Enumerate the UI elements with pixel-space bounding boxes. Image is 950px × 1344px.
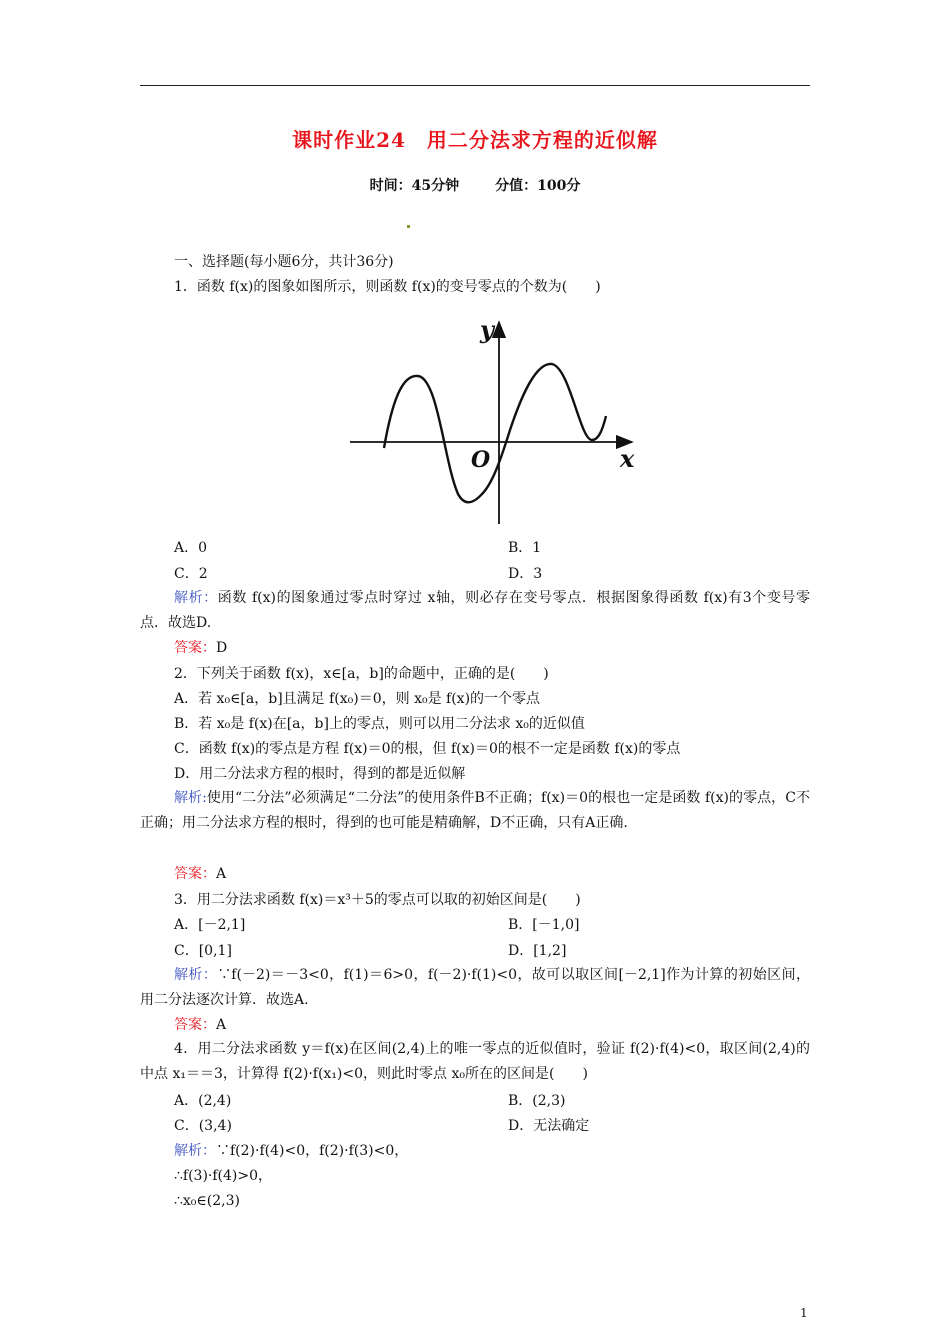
- q4-option-b: B．(2,3): [508, 1093, 566, 1109]
- q4-option-d: D．无法确定: [508, 1118, 590, 1134]
- x-axis-label: x: [620, 444, 635, 473]
- stray-dot: [407, 225, 410, 228]
- q2-option-a: A．若 x₀∈[a，b]且满足 f(x₀)＝0，则 x₀是 f(x)的一个零点: [174, 691, 541, 707]
- q2-option-b: B．若 x₀是 f(x)在[a，b]上的零点，则可以用二分法求 x₀的近似值: [174, 716, 585, 732]
- origin-label: O: [471, 447, 491, 473]
- q3-option-a: A．[－2,1]: [174, 917, 246, 933]
- q3-answer: 答案：A: [174, 1017, 227, 1033]
- q3-analysis: 解析：∵f(－2)＝－3<0，f(1)＝6>0，f(－2)·f(1)<0，故可以取区间[－2,1]作为计算的初始区间，用二分法逐次计算．故选A.: [140, 967, 811, 1008]
- q4-option-a: A．(2,4): [174, 1093, 232, 1109]
- q1-function-graph: [340, 312, 650, 532]
- q2-option-d: D．用二分法求方程的根时，得到的都是近似解: [174, 766, 466, 782]
- q4-stem: 4．用二分法求函数 y＝f(x)在区间(2,4)上的唯一零点的近似值时，验证 f(2)·f(4)<0，取区间(2,4)的中点 x₁＝＝3，计算得 f(2)·f(x₁)<0，则此时零点 x₀所在的区间是( ): [140, 1041, 810, 1082]
- answer-label: 答案：: [174, 640, 216, 656]
- analysis-label: 解析:: [174, 790, 207, 806]
- q2-analysis: 解析:使用“二分法”必须满足“二分法”的使用条件B不正确；f(x)＝0的根也一定是函数 f(x)的零点，C不正确；用二分法求方程的根时，得到的也可能是精确解，D不正确，只有A正确.: [140, 790, 810, 831]
- q2-stem: 2．下列关于函数 f(x)，x∈[a，b]的命题中，正确的是( ): [174, 666, 549, 682]
- analysis-label: 解析：: [174, 1143, 216, 1159]
- q4-analysis-line-1: 解析：∵f(2)·f(4)<0，f(2)·f(3)<0，: [174, 1143, 409, 1159]
- y-axis-label: y: [480, 315, 494, 344]
- q4-option-c: C．(3,4): [174, 1118, 232, 1134]
- q3-stem: 3．用二分法求函数 f(x)＝x³＋5的零点可以取的初始区间是( ): [174, 892, 581, 908]
- analysis-label: 解析：: [174, 590, 218, 606]
- page-number: 1: [800, 1306, 808, 1320]
- q2-option-c: C．函数 f(x)的零点是方程 f(x)＝0的根，但 f(x)＝0的根不一定是函数 f(x)的零点: [174, 741, 681, 757]
- q3-option-d: D．[1,2]: [508, 943, 567, 959]
- q1-answer: 答案：D: [174, 640, 228, 656]
- time-limit: 时间：45分钟: [369, 178, 460, 194]
- page-title: 课时作业24 用二分法求方程的近似解: [292, 128, 658, 152]
- answer-label: 答案：: [174, 1017, 216, 1033]
- q3-option-c: C．[0,1]: [174, 943, 232, 959]
- q1-analysis: 解析：函数 f(x)的图象通过零点时穿过 x轴，则必存在变号零点．根据图象得函数 f(x)有3个变号零点．故选D.: [140, 590, 811, 631]
- q2-answer: 答案：A: [174, 866, 227, 882]
- q1-stem: 1．函数 f(x)的图象如图所示，则函数 f(x)的变号零点的个数为( ): [174, 279, 601, 295]
- analysis-label: 解析：: [174, 967, 218, 983]
- q4-analysis-line-2: ∴f(3)·f(4)>0，: [174, 1168, 273, 1184]
- q1-option-b: B．1: [508, 540, 542, 556]
- function-curve: [384, 364, 606, 502]
- section-heading: 一、选择题(每小题6分，共计36分): [174, 254, 394, 270]
- header-rule: [140, 85, 810, 86]
- q1-option-d: D．3: [508, 566, 543, 582]
- score-total: 分值：100分: [495, 178, 581, 194]
- q1-option-c: C．2: [174, 566, 208, 582]
- answer-label: 答案：: [174, 866, 216, 882]
- time-score-line: [0, 175, 950, 195]
- q4-analysis-line-3: ∴x₀∈(2,3): [174, 1193, 240, 1209]
- q1-option-a: A．0: [174, 540, 208, 556]
- q3-option-b: B．[－1,0]: [508, 917, 580, 933]
